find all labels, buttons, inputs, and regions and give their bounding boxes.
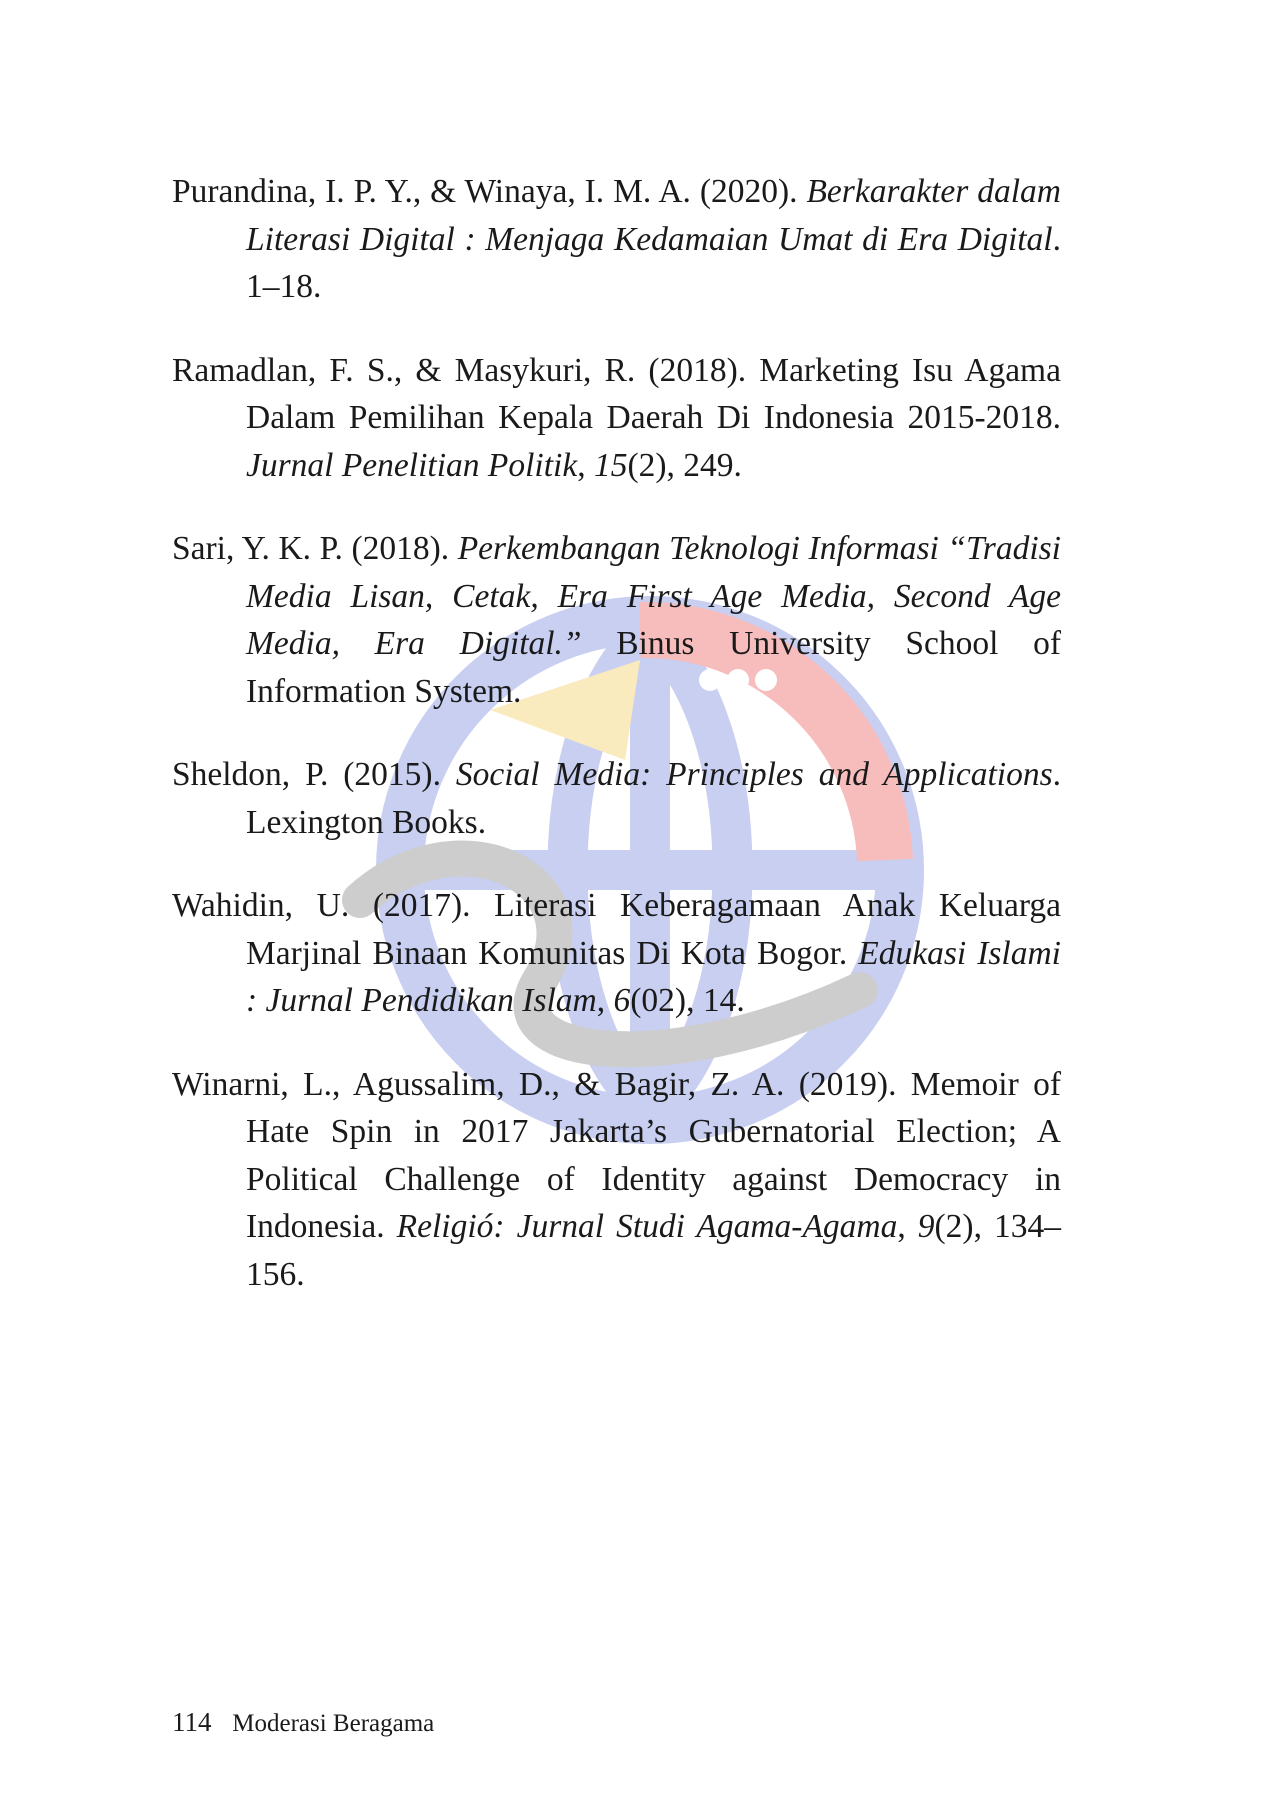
reference-segment: (2), 134–156. [246, 1208, 1062, 1293]
reference-italic-segment: 6 [613, 982, 631, 1019]
reference-list [172, 168, 1061, 1334]
reference-entry [172, 168, 1061, 311]
reference-segment: Ramadlan, F. S., & Masykuri, R. (2018). Marketing Isu Agama Dalam Pemilihan Kepala Daerah Di Indonesia 2015-2018. [172, 351, 1061, 436]
reference-italic-segment: Berkarakter dalam Literasi Digital : Menjaga Kedamaian Umat di Era Digital [246, 173, 1061, 258]
page-number: 114 [172, 1707, 212, 1737]
reference-segment: , [577, 446, 594, 484]
reference-italic-segment: 15 [593, 446, 628, 484]
reference-segment: , [897, 1208, 918, 1245]
reference-segment: Sari, Y. K. P. (2018). [172, 530, 458, 567]
reference-segment: . 1–18. [246, 220, 1061, 305]
reference-segment: Wahidin, U. (2017). Literasi Keberagamaan Anak Keluarga Marjinal Binaan Komunitas Di Kota Bogor. [172, 887, 1061, 972]
reference-entry [172, 751, 1061, 846]
reference-segment: Purandina, I. P. Y., & Winaya, I. M. A. (2020). [172, 173, 807, 210]
reference-segment: . Lexington Books. [246, 756, 1061, 841]
reference-entry [172, 525, 1061, 715]
page-footer [172, 1705, 434, 1741]
reference-segment: Winarni, L., Agussalim, D., & Bagir, Z. A. (2019). Memoir of Hate Spin in 2017 Jakarta’s Gubernatorial Election; A Political Challenge of Identity against Democracy in Indonesia. [172, 1065, 1061, 1245]
reference-italic-segment: Edukasi Islami : Jurnal Pendidikan Islam [246, 934, 1061, 1019]
reference-entry [172, 882, 1061, 1025]
reference-entry [172, 347, 1061, 490]
reference-italic-segment: Social Media: Principles and Applications [455, 756, 1053, 793]
reference-segment: (2), 249. [627, 446, 742, 484]
reference-segment: Sheldon, P. (2015). [172, 756, 456, 793]
reference-italic-segment: Perkembangan Teknologi Informasi “Tradisi Media Lisan, Cetak, Era First Age Media, Second Age Media, Era Digital.” [246, 530, 1061, 662]
running-title: Moderasi Beragama [232, 1710, 435, 1737]
reference-italic-segment: 9 [917, 1208, 935, 1245]
reference-segment: Binus University School of Information System. [246, 625, 1061, 710]
reference-segment: , [596, 982, 614, 1019]
reference-italic-segment: Religió: Jurnal Studi Agama-Agama [396, 1208, 898, 1245]
reference-segment: (02), 14. [630, 982, 745, 1019]
reference-italic-segment: Jurnal Penelitian Politik [246, 446, 578, 484]
reference-entry [172, 1061, 1061, 1299]
